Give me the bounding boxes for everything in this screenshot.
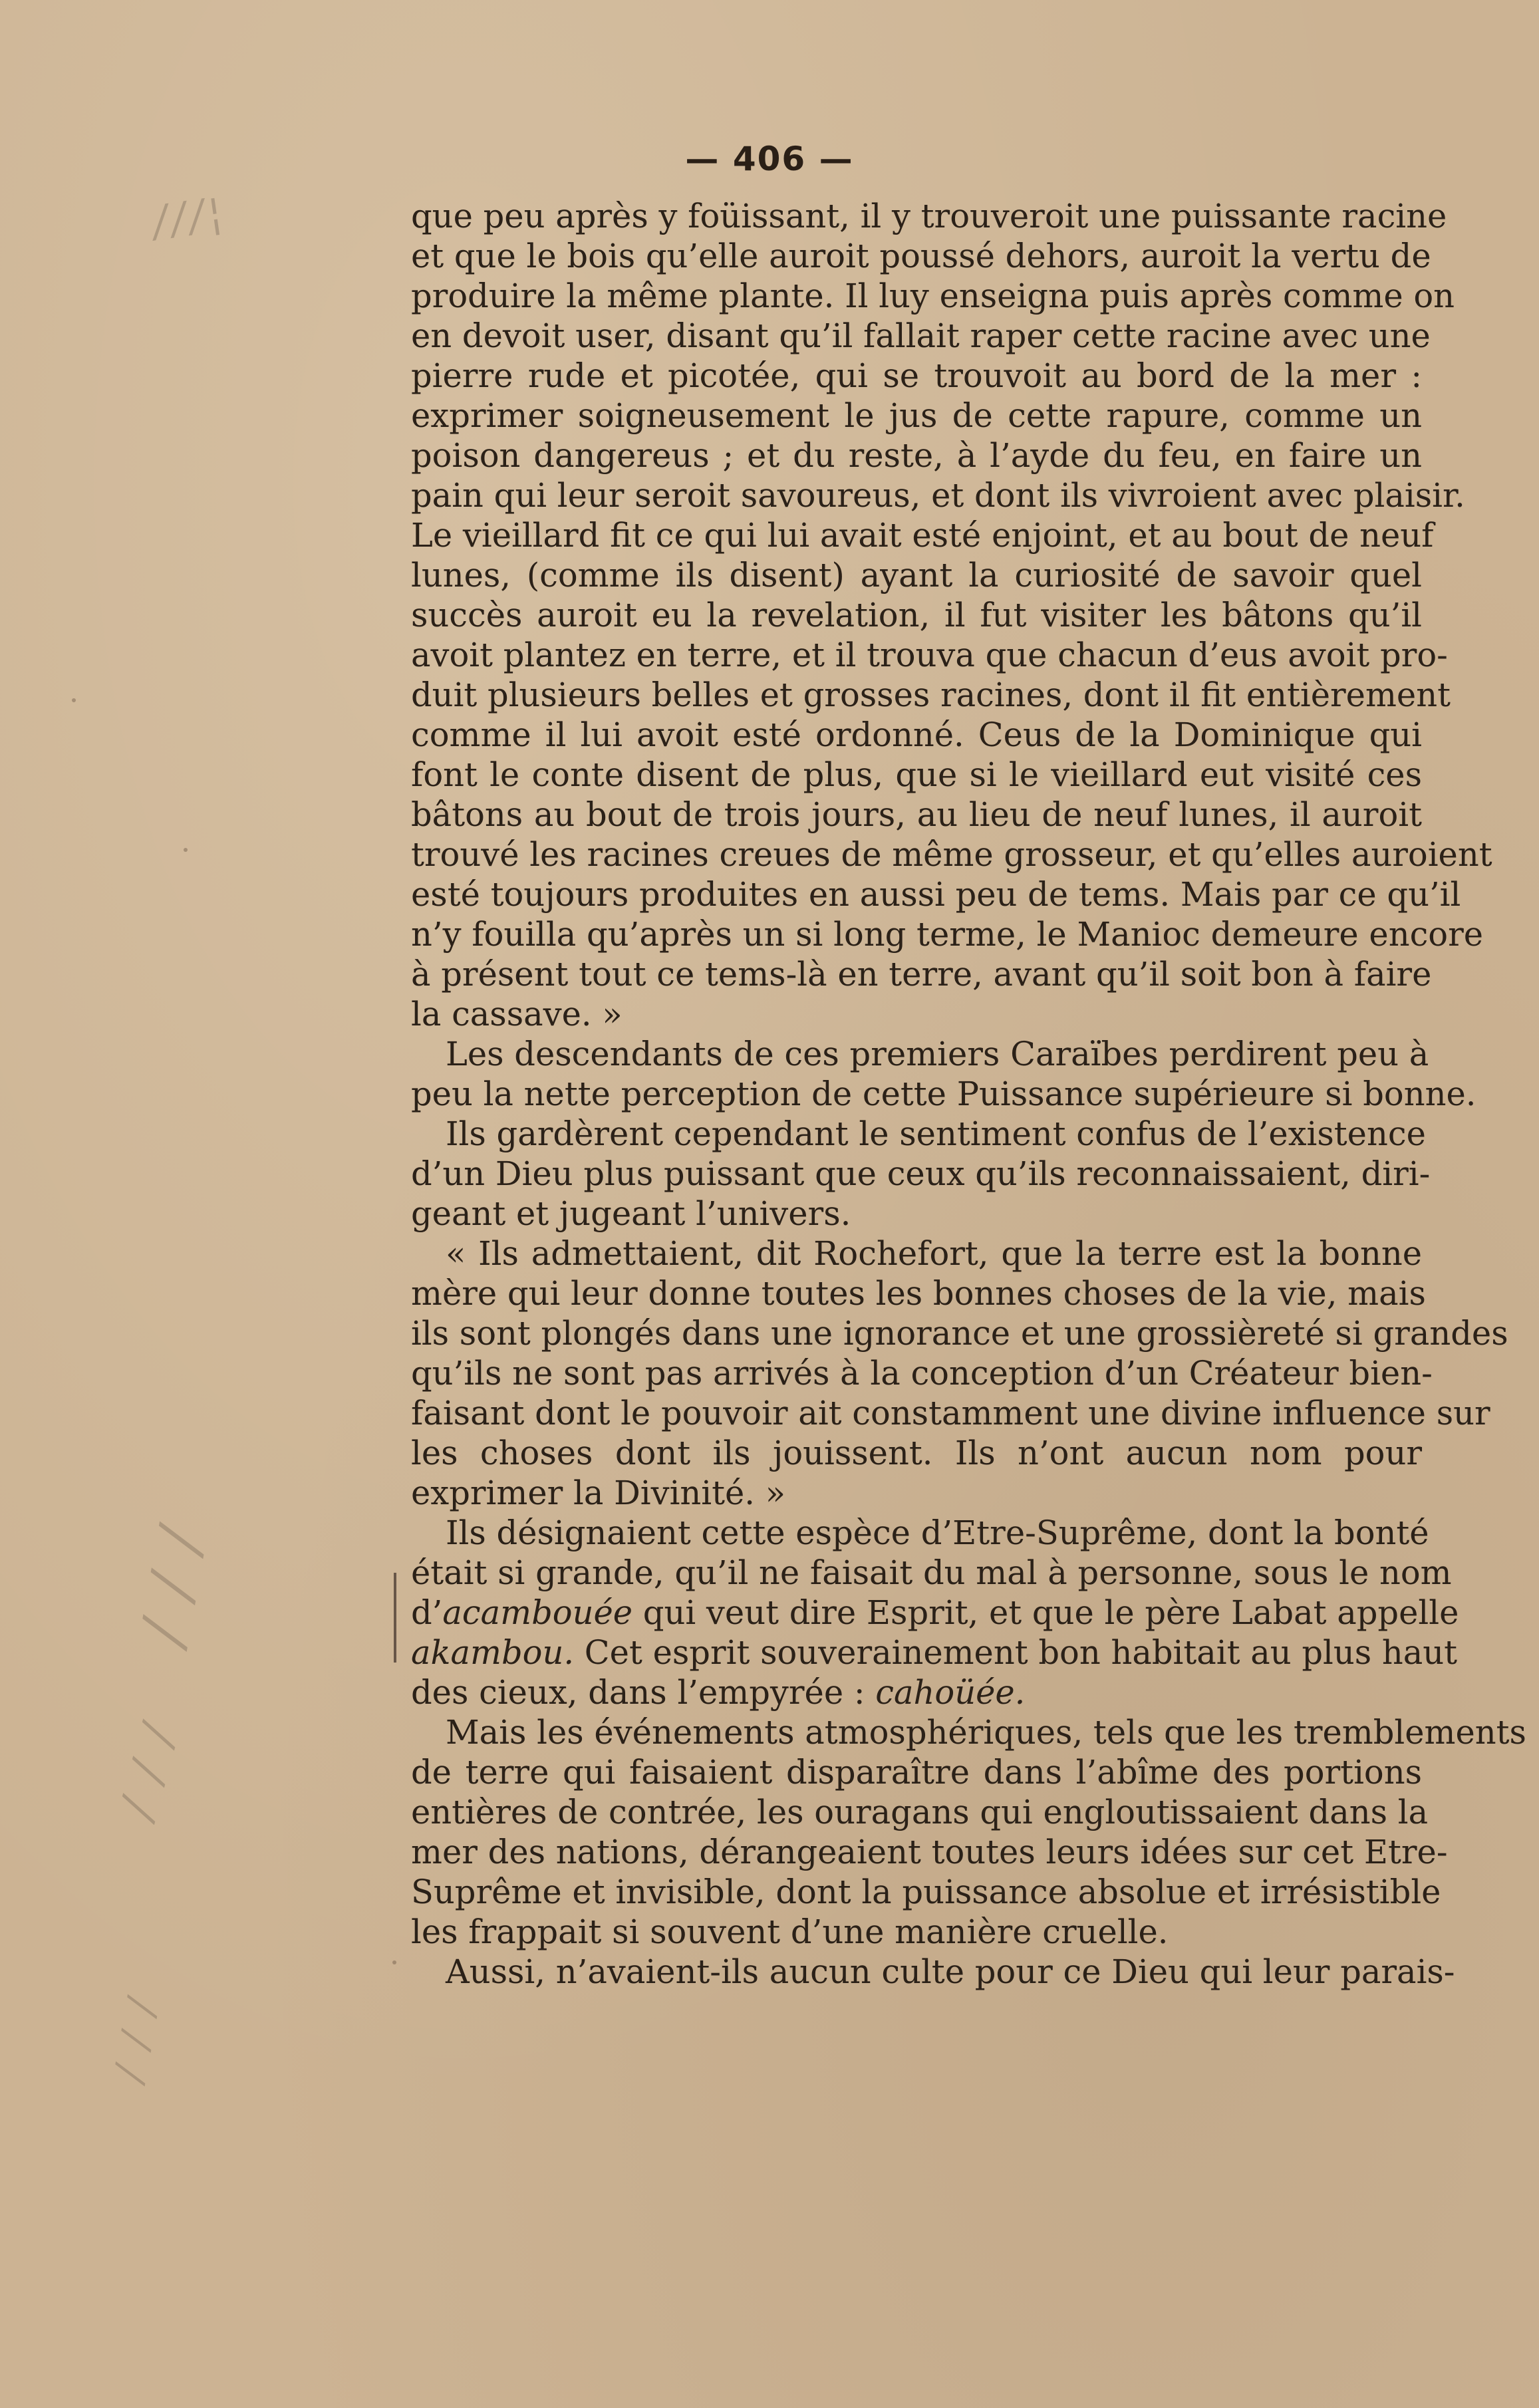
text-line: geant et jugeant l’univers. [411,1194,851,1233]
text-line: faisant dont le pouvoir ait constamment une divine influence sur [411,1394,1490,1432]
text-line: pierre rude et picotée, qui se trouvoit au bord de la mer : [411,356,1422,395]
text-line: mère qui leur donne toutes les bonnes choses de la vie, mais [411,1274,1426,1313]
text-line: la cassave. » [411,995,623,1033]
text-line: lunes, (comme ils disent) ayant la curiosité de savoir quel [411,556,1422,595]
text-line: Les descendants de ces premiers Caraïbes perdirent peu à [446,1035,1429,1073]
text-line: les choses dont ils jouissent. Ils n’ont aucun nom pour [411,1434,1422,1472]
text-line: font le conte disent de plus, que si le vieillard eut visité ces [411,755,1422,794]
text-line: trouvé les racines creues de même grosseur, et qu’elles auroient [411,835,1492,874]
text-line: Suprême et invisible, dont la puissance absolue et irrésistible [411,1873,1441,1911]
text-line: « Ils admettaient, dit Rochefort, que la terre est la bonne [446,1234,1422,1273]
text-line: Aussi, n’avaient-ils aucun culte pour ce Dieu qui leur parais- [446,1952,1455,1991]
text-line: pain qui leur seroit savoureus, et dont ils vivroient avec plaisir. [411,476,1465,515]
paper-speck [72,698,76,702]
faded-marginal-annotation: ///¦ [150,188,229,247]
text-line: était si grande, qu’il ne faisait du mal à personne, sous le nom [411,1553,1452,1592]
text-line: poison dangereus ; et du reste, à l’ayde du feu, en faire un [411,436,1422,475]
text-line: succès auroit eu la revelation, il fut visiter les bâtons qu’il [411,596,1422,634]
text-line: exprimer la Divinité. » [411,1474,786,1512]
text-line: mer des nations, dérangeaient toutes leurs idées sur cet Etre- [411,1833,1448,1871]
text-line: en devoit user, disant qu’il fallait raper cette racine avec une [411,317,1431,355]
text-segment: des cieux, dans l’empyrée : [411,1673,876,1712]
margin-bracket-mark [394,1573,396,1663]
italic-term: cahoüée. [875,1673,1026,1712]
text-line [411,1672,1422,1712]
text-line: de terre qui faisaient disparaître dans l’abîme des portions [411,1753,1422,1792]
text-segment: Cet esprit souverainement bon habitait au plus haut [574,1633,1458,1672]
text-line: Ils désignaient cette espèce d’Etre-Suprême, dont la bonté [446,1514,1429,1552]
text-line [411,1633,1458,1672]
text-line: peu la nette perception de cette Puissance supérieure si bonne. [411,1075,1476,1113]
text-line: les frappait si souvent d’une manière cruelle. [411,1913,1169,1951]
faded-marginal-annotation: / / / [127,1520,217,1649]
text-line: Le vieillard fit ce qui lui avait esté enjoint, et au bout de neuf [411,516,1434,555]
body-text [411,196,1526,1992]
text-line: qu’ils ne sont pas arrivés à la conception d’un Créateur bien- [411,1354,1433,1393]
text-line: entières de contrée, les ouragans qui engloutissaient dans la [411,1793,1429,1831]
faded-marginal-annotation: / / / [105,1992,167,2085]
text-line: Mais les événements atmosphériques, tels que les tremblements [446,1713,1526,1752]
text-line: avoit plantez en terre, et il trouva que chacun d’eus avoit pro- [411,636,1448,674]
text-line: à présent tout ce tems-là en terre, avant qu’il soit bon à faire [411,955,1432,994]
text-line: et que le bois qu’elle auroit poussé dehors, auroit la vertu de [411,237,1431,275]
paper-speck [392,1960,396,1964]
text-line [411,1593,1459,1633]
text-line: d’un Dieu plus puissant que ceux qu’ils reconnaissaient, diri- [411,1154,1431,1193]
text-line: comme il lui avoit esté ordonné. Ceus de la Dominique qui [411,716,1422,754]
italic-term: akambou. [411,1633,575,1672]
page-number: — 406 — [685,140,854,178]
text-segment: qui veut dire Esprit, et que le père Labat appelle [632,1593,1459,1632]
text-segment: d’ [411,1593,443,1632]
paper-speck [184,848,188,852]
text-line: esté toujours produites en aussi peu de tems. Mais par ce qu’il [411,875,1461,914]
text-line: produire la même plante. Il luy enseigna puis après comme on [411,277,1455,315]
italic-term: acambouée [442,1593,633,1632]
text-line: que peu après y foüissant, il y trouveroit une puissante racine [411,197,1447,235]
faded-marginal-annotation: / / / [109,1716,188,1823]
text-line: ils sont plongés dans une ignorance et une grossièreté si grandes [411,1314,1508,1353]
text-line: duit plusieurs belles et grosses racines, dont il fit entièrement [411,676,1451,714]
text-line: bâtons au bout de trois jours, au lieu de neuf lunes, il auroit [411,795,1422,834]
text-line: exprimer soigneusement le jus de cette rapure, comme un [411,396,1422,435]
text-line: Ils gardèrent cependant le sentiment confus de l’existence [446,1115,1426,1153]
text-line: n’y fouilla qu’après un si long terme, le Manioc demeure encore [411,915,1484,954]
